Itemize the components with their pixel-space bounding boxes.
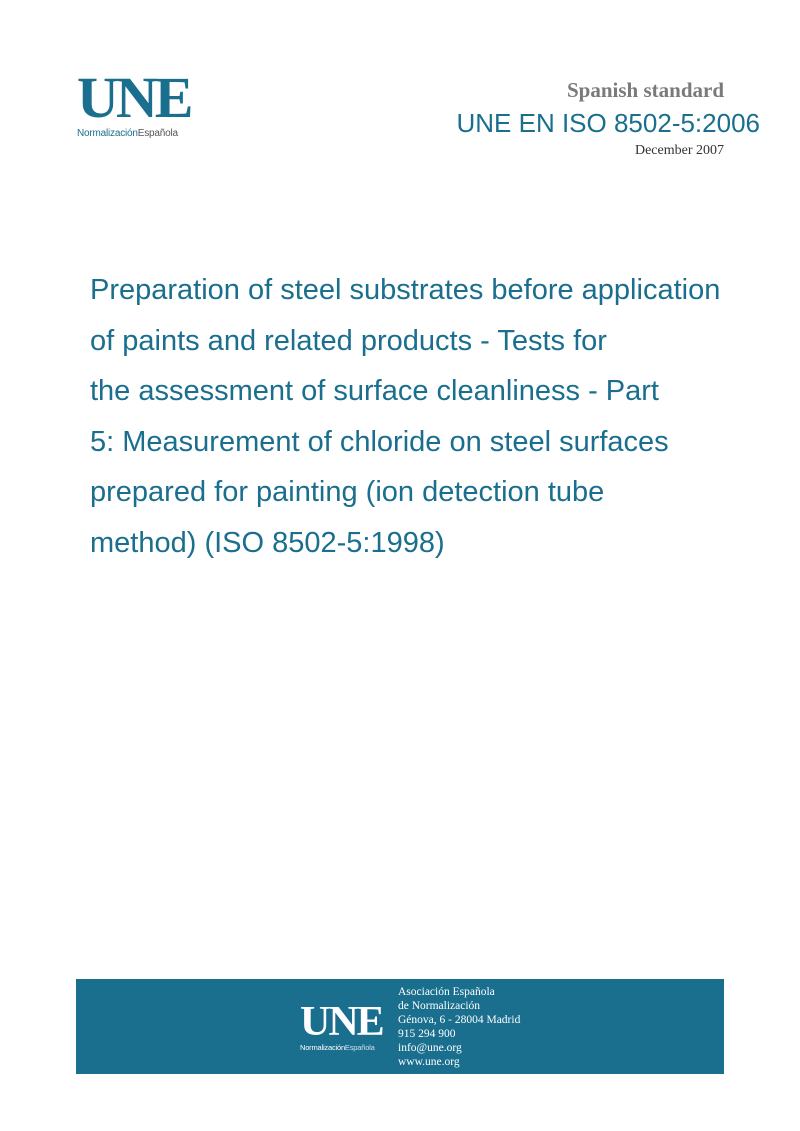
org-phone: 915 294 900 xyxy=(398,1028,456,1040)
org-website: www.une.org xyxy=(398,1056,460,1068)
standard-header xyxy=(567,78,724,107)
logo-wordmark: UNE xyxy=(77,65,191,130)
footer-logo-wordmark: UNE xyxy=(300,999,383,1045)
title-line: Preparation of steel substrates before application xyxy=(90,274,721,306)
logo-tagline-part2: Española xyxy=(137,128,178,139)
footer-logo-tagline-part2: Española xyxy=(344,1043,375,1052)
document-title xyxy=(90,265,795,568)
footer-logo-tagline-part1: Normalización xyxy=(300,1043,345,1052)
publication-date: December 2007 xyxy=(634,143,724,158)
org-email: info@une.org xyxy=(398,1042,462,1054)
standard-kind: Spanish standard xyxy=(567,78,724,102)
footer-banner xyxy=(76,979,724,1074)
une-logo xyxy=(77,65,197,139)
org-address: Génova, 6 - 28004 Madrid xyxy=(398,1014,521,1026)
logo-tagline-part1: Normalización xyxy=(77,128,138,139)
org-name-line2: de Normalización xyxy=(398,1000,481,1012)
footer-logo xyxy=(300,999,390,1052)
title-line: prepared for painting (ion detection tube xyxy=(90,476,605,508)
contact-info xyxy=(398,985,520,1069)
title-line: of paints and related products - Tests for xyxy=(90,324,607,357)
standard-code: UNE EN ISO 8502-5:2006 xyxy=(456,108,760,138)
title-line: 5: Measurement of chloride on steel surfaces xyxy=(90,425,669,458)
org-name-line1: Asociación Española xyxy=(398,986,495,998)
title-line: the assessment of surface cleanliness - Part xyxy=(90,375,659,407)
title-line: method) (ISO 8502-5:1998) xyxy=(90,526,445,559)
